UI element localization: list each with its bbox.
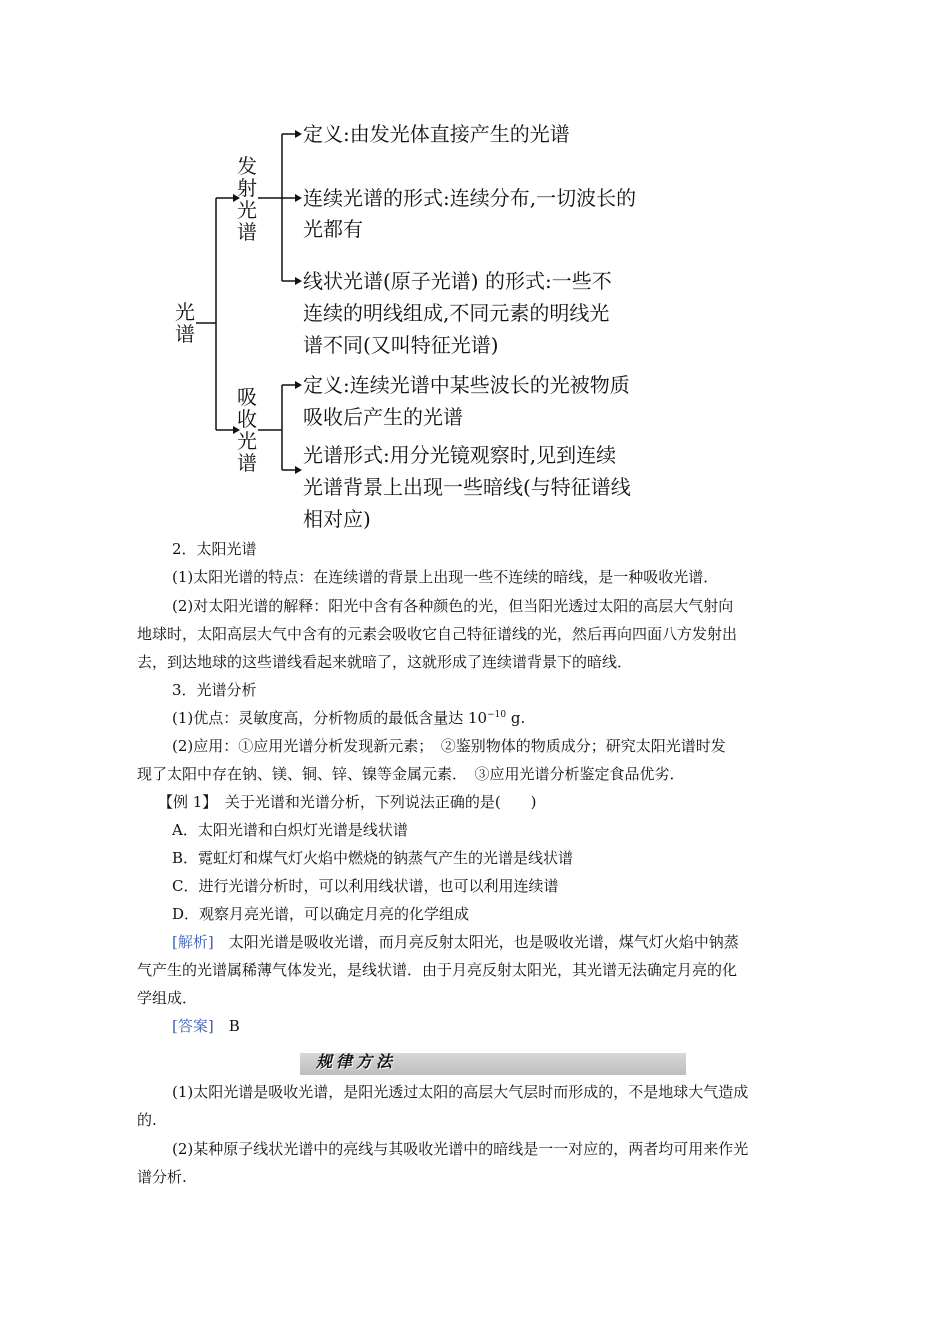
method-point-1-line-1: (1)太阳光谱是吸收光谱，是阳光透过太阳的高层大气层时而形成的，不是地球大气造成 — [172, 1083, 749, 1101]
analysis-line-3: 学组成． — [137, 989, 198, 1007]
section-2-paragraph-2-line-1: (2)对太阳光谱的解释：阳光中含有各种颜色的光，但当阳光透过太阳的高层大气射向 — [172, 597, 734, 615]
method-point-2-line-2: 谱分析. — [137, 1168, 187, 1186]
section-3-paragraph-2-line-1: (2)应用：①应用光谱分析发现新元素； ②鉴别物体的物质成分；研究太阳光谱时发 — [172, 737, 726, 755]
section-3-heading: 3．光谱分析 — [172, 681, 257, 699]
analysis-line-1 — [172, 928, 739, 956]
answer-line — [172, 1012, 240, 1040]
sensitivity-text: (1)优点：灵敏度高，分析物质的最低含量达 10 — [172, 709, 488, 727]
continuous-spectrum-line-2: 光都有 — [303, 217, 363, 241]
emission-definition: 定义:由发光体直接产生的光谱 — [303, 122, 570, 146]
absorption-form-line-2: 光谱背景上出现一些暗线(与特征谱线 — [303, 475, 631, 499]
line-spectrum-line-2: 连续的明线组成,不同元素的明线光 — [303, 301, 610, 325]
absorption-form-line-3: 相对应) — [303, 507, 371, 531]
option-c: C．进行光谱分析时，可以利用线状谱，也可以利用连续谱 — [172, 877, 559, 895]
diagram-root-label: 光谱 — [175, 300, 195, 346]
absorption-form-line-1: 光谱形式:用分光镜观察时,见到连续 — [303, 443, 617, 467]
unit-text: g. — [506, 709, 526, 727]
section-2-paragraph-2-line-2: 地球时，太阳高层大气中含有的元素会吸收它自己特征谱线的光，然后再向四面八方发射出 — [137, 625, 738, 643]
analysis-text: 太阳光谱是吸收光谱，而月亮反射太阳光，也是吸收光谱，煤气灯火焰中钠蒸 — [213, 933, 739, 951]
line-spectrum-line-1: 线状光谱(原子光谱) 的形式:一些不 — [303, 269, 612, 293]
answer-text: B — [213, 1017, 240, 1035]
analysis-line-2: 气产生的光谱属稀薄气体发光，是线状谱．由于月亮反射太阳光，其光谱无法确定月亮的化 — [137, 961, 738, 979]
option-b: B．霓虹灯和煤气灯火焰中燃烧的钠蒸气产生的光谱是线状谱 — [172, 849, 574, 867]
method-point-2-line-1: (2)某种原子线状光谱中的亮线与其吸收光谱中的暗线是一一对应的，两者均可用来作光 — [172, 1140, 749, 1158]
option-a: A．太阳光谱和白炽灯光谱是线状谱 — [172, 821, 408, 839]
section-2-paragraph-1: (1)太阳光谱的特点：在连续谱的背景上出现一些不连续的暗线，是一种吸收光谱． — [172, 568, 719, 586]
line-spectrum-line-3: 谱不同(又叫特征光谱) — [303, 333, 499, 357]
option-d: D．观察月亮光谱，可以确定月亮的化学组成 — [172, 905, 470, 923]
absorption-definition-line-2: 吸收后产生的光谱 — [303, 405, 463, 429]
analysis-tag: [解析] — [172, 933, 214, 951]
exponent: −10 — [487, 710, 507, 720]
example-question — [158, 788, 537, 816]
example-tag: 【例 1】 — [158, 793, 210, 811]
example-question-text: 关于光谱和光谱分析，下列说法正确的是( ) — [209, 793, 537, 811]
section-2-heading: 2．太阳光谱 — [172, 540, 257, 558]
method-point-1-line-2: 的. — [137, 1111, 157, 1129]
section-2-paragraph-2-line-3: 去，到达地球的这些谱线看起来就暗了，这就形成了连续谱背景下的暗线． — [137, 653, 633, 671]
section-3-paragraph-1 — [172, 704, 525, 732]
emission-spectrum-label: 发射光谱 — [237, 154, 257, 244]
method-title: 规律方法 — [316, 1052, 397, 1071]
answer-tag: [答案] — [172, 1017, 214, 1035]
continuous-spectrum-line-1: 连续光谱的形式:连续分布,一切波长的 — [303, 186, 637, 210]
absorption-spectrum-label: 吸收光谱 — [237, 385, 257, 475]
absorption-definition-line-1: 定义:连续光谱中某些波长的光被物质 — [303, 373, 630, 397]
section-3-paragraph-2-line-2: 现了太阳中存在钠、镁、铜、锌、镍等金属元素． ③应用光谱分析鉴定食品优劣． — [137, 765, 685, 783]
